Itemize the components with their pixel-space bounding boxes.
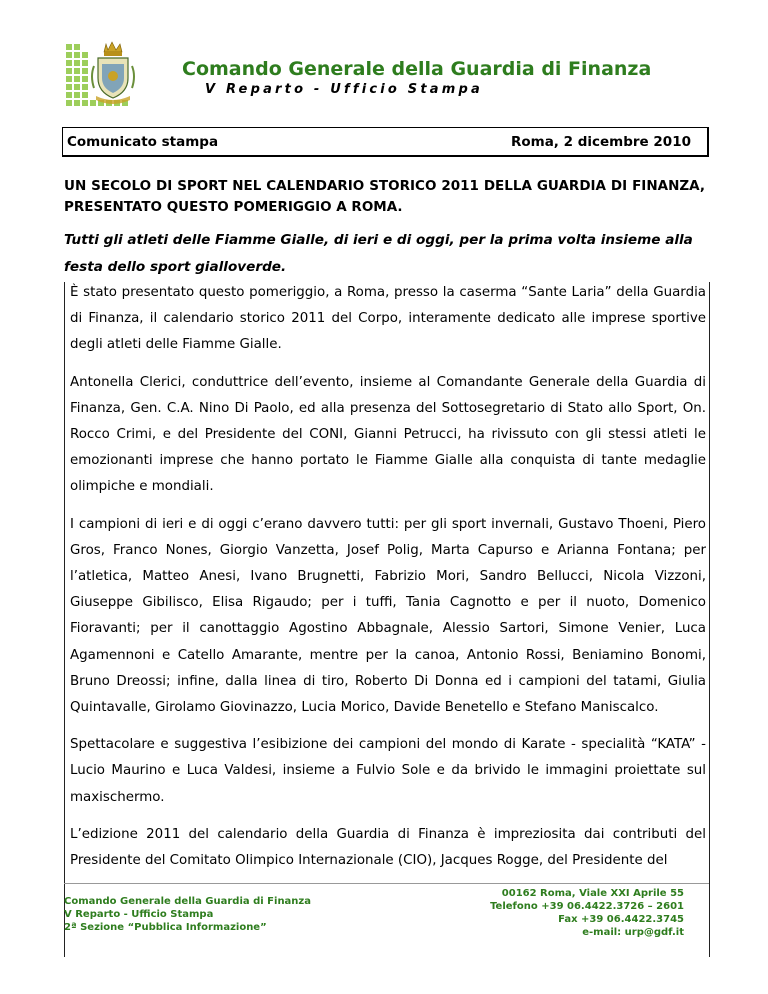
footer-organization-block	[64, 895, 311, 934]
paragraph: Spettacolare e suggestiva l’esibizione dei campioni del mondo di Karate - specialità “KATA” - Lucio Maurino e Luca Valdesi, insieme a Fulvio Sole e da brivido le immagini proiettate sul maxischermo.	[70, 737, 706, 805]
footer-phone: Telefono +39 06.4422.3726 – 2601	[490, 901, 684, 912]
footer-divider	[64, 883, 709, 884]
footer-email: e-mail: urp@gdf.it	[582, 927, 684, 938]
organization-subtitle: V Reparto - Ufficio Stampa	[205, 82, 483, 97]
place-date-label: Roma, 2 dicembre 2010	[510, 134, 691, 150]
page-header	[0, 0, 768, 118]
footer-contact-block	[490, 887, 684, 939]
footer-org-line: V Reparto - Ufficio Stampa	[64, 909, 214, 920]
paragraph: Antonella Clerici, conduttrice dell’evento, insieme al Comandante Generale della Guardia di Finanza, Gen. C.A. Nino Di Paolo, ed alla presenza del Sottosegretario di Stato allo Sport, On. Rocco Crimi, e del Presidente del CONI, Gianni Petrucci, ha rivissuto con gli stessi atleti le emozionanti imprese che hanno portato le Fiamme Gialle alla conquista di tante medaglie olimpiche e mondiali.	[70, 374, 706, 495]
footer-org-line: 2ª Sezione “Pubblica Informazione”	[64, 922, 267, 933]
guardia-di-finanza-crest-icon	[64, 40, 160, 112]
document-type-label: Comunicato stampa	[67, 134, 219, 150]
footer-address: 00162 Roma, Viale XXI Aprile 55	[501, 888, 684, 899]
subheadline: Tutti gli atleti delle Fiamme Gialle, di ieri e di oggi, per la prima volta insieme alla festa dello sport gialloverde.	[64, 232, 693, 275]
headline: UN SECOLO DI SPORT NEL CALENDARIO STORICO 2011 DELLA GUARDIA DI FINANZA, PRESENTATO QUESTO POMERIGGIO A ROMA.	[64, 178, 705, 215]
footer-org-line: Comando Generale della Guardia di Finanza	[64, 896, 311, 907]
footer-fax: Fax +39 06.4422.3745	[558, 914, 684, 925]
organization-title: Comando Generale della Guardia di Finanza	[182, 58, 652, 80]
paragraph: L’edizione 2011 del calendario della Guardia di Finanza è impreziosita dai contributi del Presidente del Comitato Olimpico Internazionale (CIO), Jacques Rogge, del Presidente del	[70, 826, 706, 869]
paragraph: I campioni di ieri e di oggi c’erano davvero tutti: per gli sport invernali, Gustavo Thoeni, Piero Gros, Franco Nones, Giorgio Vanzetta, Josef Polig, Marta Capurso e Arianna Fontana; per l’atletica, Matteo Anesi, Ivano Brugnetti, Fabrizio Mori, Sandro Bellucci, Nicola Vizzoni, Giuseppe Gibilisco, Elisa Rigaudo; per i tuffi, Tania Cagnotto e per il nuoto, Domenico Fioravanti; per il canottaggio Agostino Abbagnale, Alessio Sartori, Simone Venier, Luca Agamennoni e Catello Amarante, mentre per la canoa, Antonio Rossi, Beniamino Bonomi, Bruno Dreossi; infine, dalla linea di tiro, Roberto Di Donna ed i campioni del tatami, Giulia Quintavalle, Girolamo Giovinazzo, Lucia Morico, Davide Benetello e Stefano Maniscalco.	[70, 516, 706, 716]
article-body	[64, 282, 710, 957]
paragraph: È stato presentato questo pomeriggio, a Roma, presso la caserma “Sante Laria” della Guardia di Finanza, il calendario storico 2011 del Corpo, interamente dedicato alle imprese sportive degli atleti delle Fiamme Gialle.	[70, 285, 706, 353]
press-release-info-bar	[62, 127, 709, 157]
